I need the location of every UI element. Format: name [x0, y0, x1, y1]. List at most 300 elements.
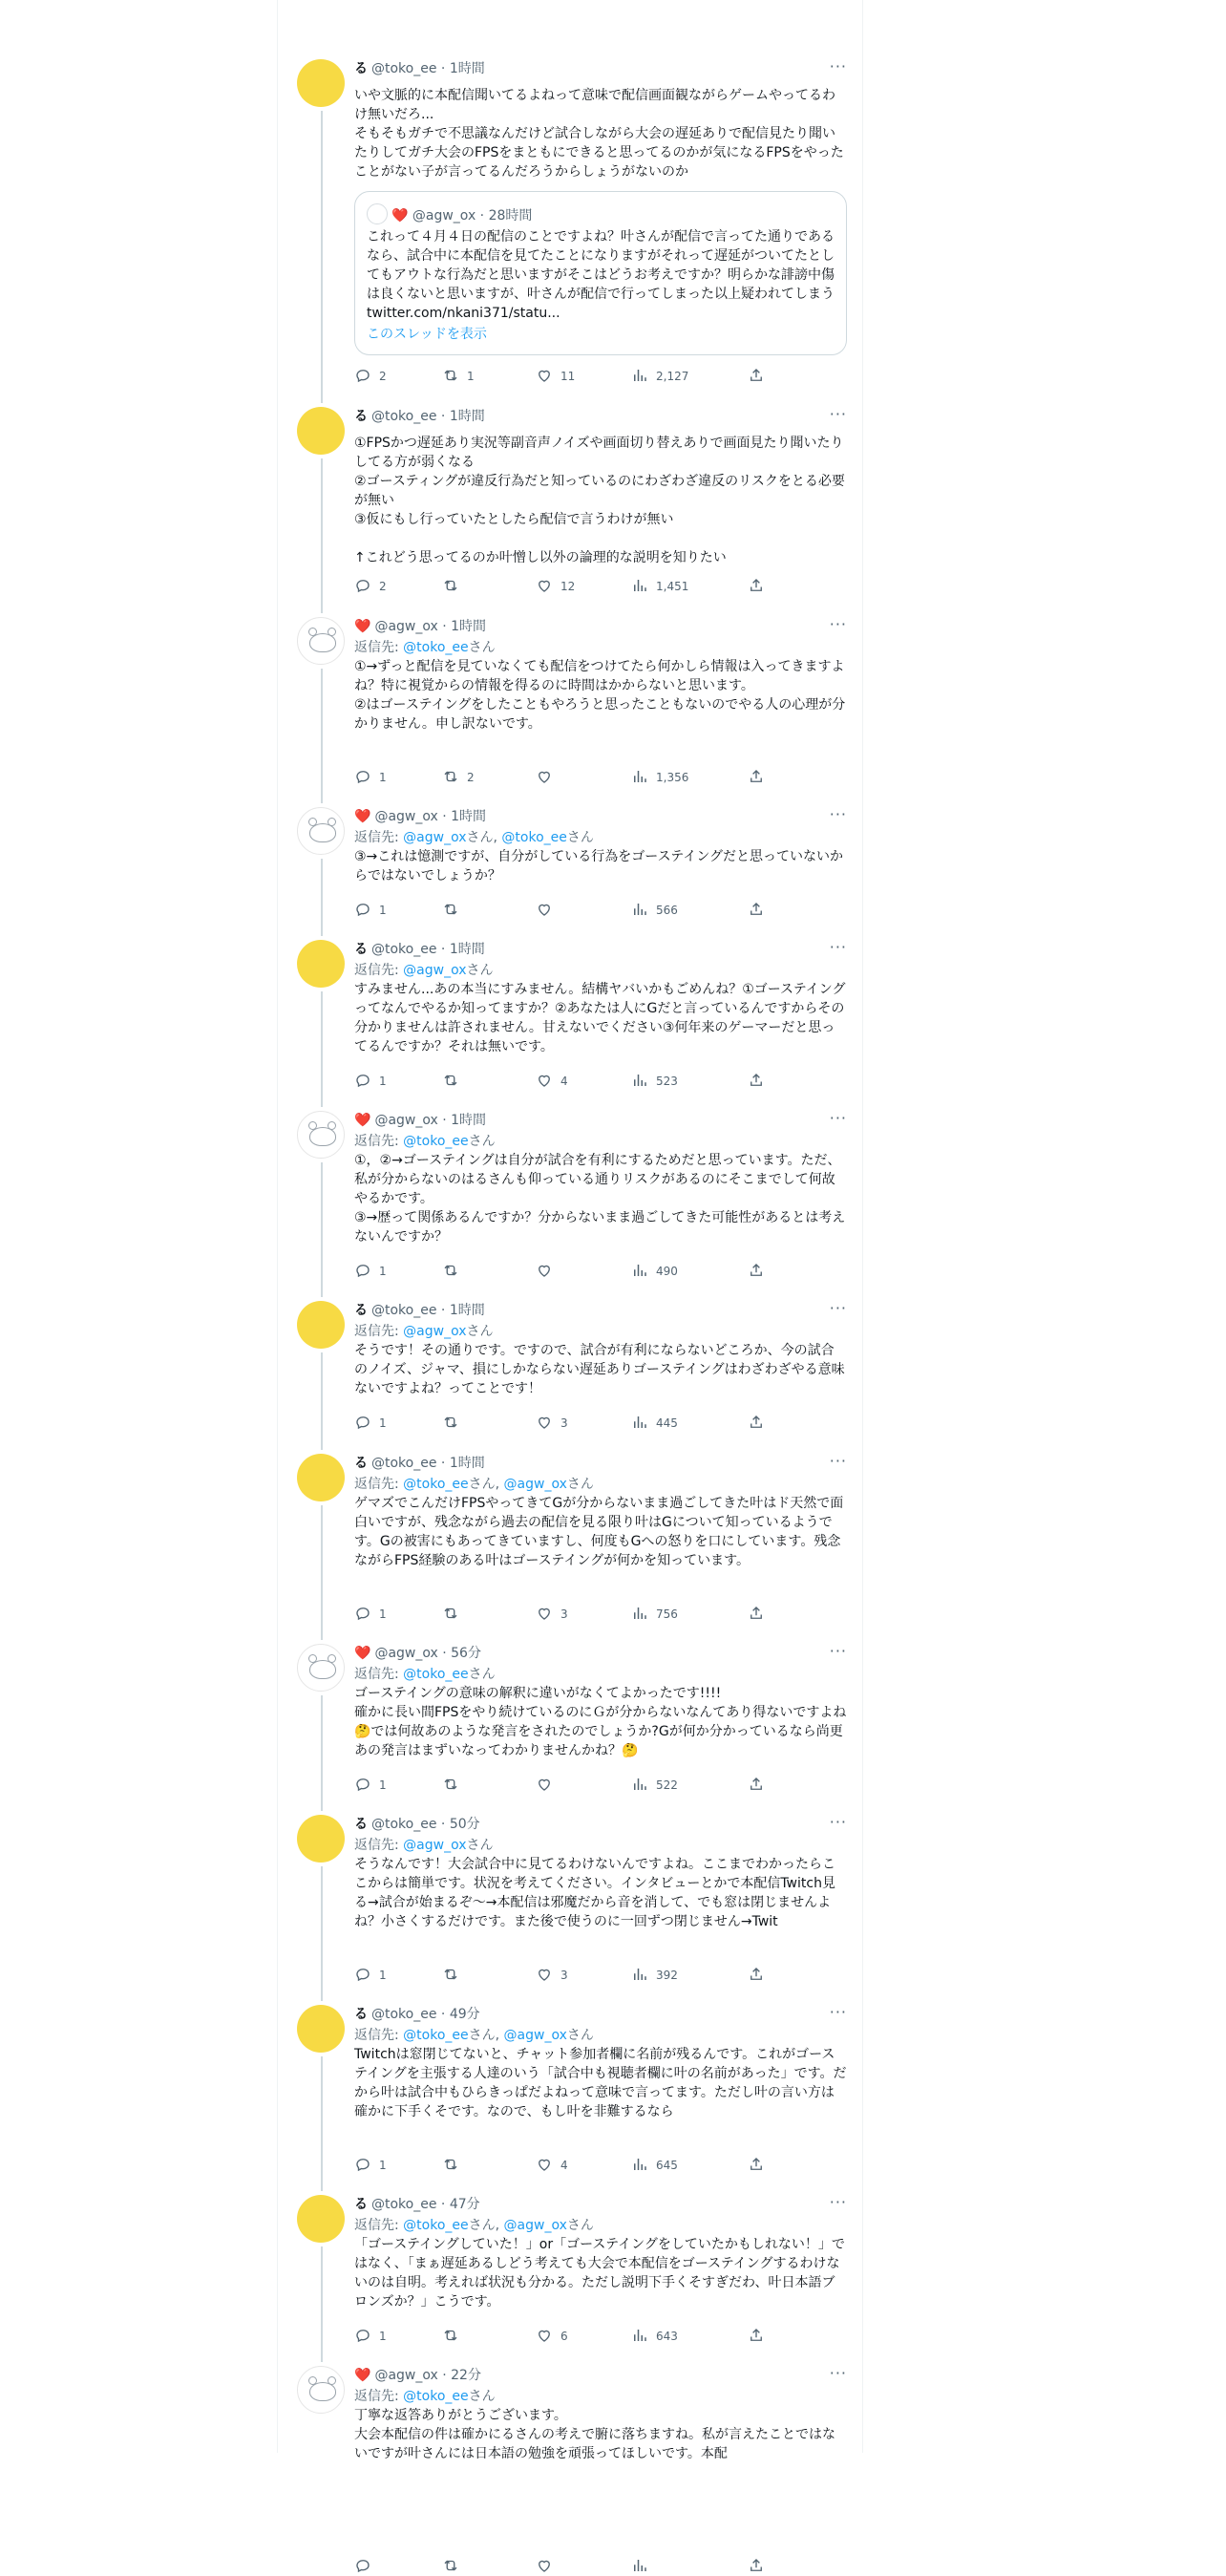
tweet-header — [354, 59, 847, 80]
more-options-icon[interactable]: ··· — [829, 2193, 847, 2211]
share-button[interactable] — [748, 1072, 772, 1091]
like-icon — [536, 1778, 560, 1792]
tweet-header — [354, 1111, 847, 1132]
avatar[interactable] — [297, 1111, 345, 1159]
tweet-body — [354, 57, 847, 383]
views-button[interactable] — [631, 1414, 678, 1433]
views-icon — [631, 1969, 656, 1982]
reply-context — [354, 638, 847, 657]
like-button[interactable] — [536, 2557, 560, 2576]
timeline-column — [277, 0, 863, 2461]
reply-sep: さん, — [468, 1477, 504, 1492]
share-button[interactable] — [748, 1966, 772, 1985]
reply-prefix: 返信先: — [354, 1134, 404, 1149]
reply-mention[interactable]: @toko_ee — [403, 2028, 469, 2043]
views-button[interactable] — [631, 2327, 678, 2346]
retweet-button[interactable] — [442, 768, 475, 787]
retweet-icon — [442, 2330, 467, 2343]
views-button[interactable] — [631, 1776, 678, 1795]
reply-button[interactable] — [354, 901, 387, 920]
reply-suffix: さん — [466, 1324, 494, 1339]
reply-count: 2 — [379, 370, 387, 383]
reply-context — [354, 2026, 847, 2045]
reply-suffix: さん — [468, 1667, 496, 1682]
quote-text: これって４月４日の配信のことですよね？叶さんが配信で言ってた通りであるなら、試合中に本配信を見てたことになりますがそれって遅延がついてたとしてもアウトな行為だと思いますがそこはどうお考えですか？明らかな誹謗中傷は良くないと思いますが、叶さんが配信で行ってしまった以上疑われてしまう twitter.com/nkani371/statu... — [367, 229, 839, 321]
share-icon — [748, 1075, 772, 1088]
retweet-count: 1 — [467, 370, 475, 383]
tweet-body — [354, 405, 847, 593]
thread-connector — [321, 1162, 323, 1297]
separator-dot: · — [436, 1303, 450, 1318]
retweet-button[interactable] — [442, 1966, 467, 1985]
tweet-body — [354, 1299, 847, 1430]
views-count: 643 — [656, 2330, 678, 2343]
user-handle[interactable]: @toko_ee — [371, 409, 437, 424]
views-count: 445 — [656, 1416, 678, 1430]
views-button[interactable] — [631, 768, 688, 787]
quote-timestamp: 28時間 — [488, 208, 533, 224]
views-icon — [631, 1265, 656, 1278]
like-count: 4 — [560, 2159, 568, 2172]
reply-mention[interactable]: @toko_ee — [403, 640, 469, 655]
share-button[interactable] — [748, 1605, 772, 1624]
like-button[interactable] — [536, 768, 560, 787]
reply-suffix: さん — [466, 963, 494, 978]
like-icon — [536, 2330, 560, 2343]
retweet-button[interactable] — [442, 1605, 467, 1624]
reply-count: 1 — [379, 1416, 387, 1430]
user-handle[interactable]: @toko_ee — [371, 61, 437, 76]
share-icon — [748, 1607, 772, 1621]
reply-mention[interactable]: @toko_ee — [403, 2389, 469, 2404]
display-name[interactable]: る — [354, 1817, 368, 1832]
like-count: 4 — [560, 1075, 568, 1088]
reply-button[interactable] — [354, 2557, 379, 2576]
reply-prefix: 返信先: — [354, 1324, 404, 1339]
more-options-icon[interactable]: ··· — [829, 1452, 847, 1470]
tweet-body — [354, 1452, 847, 1621]
retweet-button[interactable] — [442, 1414, 467, 1433]
reply-sep: さん, — [468, 2028, 504, 2043]
views-icon — [631, 1778, 656, 1792]
user-handle[interactable]: @agw_ox — [374, 2368, 438, 2383]
views-button[interactable] — [631, 1262, 678, 1281]
reply-mention[interactable]: @agw_ox — [403, 1838, 467, 1853]
retweet-icon — [442, 2560, 467, 2573]
reply-prefix: 返信先: — [354, 640, 404, 655]
tweet-body — [354, 2366, 847, 2463]
share-icon — [748, 1969, 772, 1982]
tweet-text: そうです！その通りです。ですので、試合が有利にならないどころか、今の試合のノイズ、ジャマ、損にしかならない遅延ありゴーステイングはわざわざやる意味ないですよね？ってことです！ — [354, 1343, 845, 1396]
reply-prefix: 返信先: — [354, 1477, 404, 1492]
action-bar — [354, 577, 765, 596]
share-icon — [748, 1265, 772, 1278]
views-button[interactable] — [631, 577, 688, 596]
action-bar — [354, 2557, 765, 2576]
thread-connector — [321, 1695, 323, 1811]
reply-mention[interactable]: @agw_ox — [503, 2218, 567, 2233]
timestamp[interactable]: 1時間 — [451, 1113, 487, 1128]
thread-connector — [321, 991, 323, 1107]
retweet-icon — [442, 1265, 467, 1278]
avatar[interactable] — [297, 407, 345, 455]
tweet-body — [354, 938, 847, 1088]
timestamp[interactable]: 1時間 — [451, 809, 487, 824]
separator-dot: · — [436, 2197, 450, 2212]
user-handle[interactable]: @toko_ee — [371, 1817, 437, 1832]
user-handle[interactable]: @agw_ox — [374, 809, 438, 824]
share-icon — [748, 370, 772, 383]
tweet-text: 「ゴーステイングしていた！」or「ゴーステイングをしていたかもしれない！」ではなく、「まぁ遅延あるしどう考えても大会で本配信をゴーステイングするわけないのは自明。考えれば状況も分かる。ただし説明下手くそすぎだわ、叶日本語ブロンズか？」こうです。 — [354, 2237, 845, 2310]
timestamp[interactable]: 50分 — [449, 1817, 480, 1832]
views-count: 1,356 — [656, 771, 689, 784]
views-button[interactable] — [631, 2557, 656, 2576]
avatar[interactable] — [297, 2366, 345, 2414]
timestamp[interactable]: 56分 — [451, 1646, 481, 1661]
reply-prefix: 返信先: — [354, 2389, 404, 2404]
reply-button[interactable] — [354, 2327, 387, 2346]
more-options-icon[interactable]: ··· — [829, 2364, 847, 2382]
views-icon — [631, 1607, 656, 1621]
reply-prefix: 返信先: — [354, 830, 404, 845]
views-icon — [631, 2330, 656, 2343]
tweet-header — [354, 1301, 847, 1322]
separator-dot: · — [437, 1113, 452, 1128]
timestamp[interactable]: 1時間 — [451, 619, 487, 634]
quote-handle: @agw_ox — [412, 208, 476, 224]
views-count: 392 — [656, 1969, 678, 1982]
reply-button[interactable] — [354, 1414, 387, 1433]
reply-suffix: さん — [566, 830, 594, 845]
reply-suffix: さん — [468, 2389, 496, 2404]
reply-icon — [354, 1969, 379, 1982]
reply-count: 1 — [379, 771, 387, 784]
share-button[interactable] — [748, 1776, 772, 1795]
reply-icon — [354, 1778, 379, 1792]
separator-dot: · — [476, 208, 489, 224]
separator-dot: · — [436, 942, 450, 957]
reply-prefix: 返信先: — [354, 1838, 404, 1853]
user-handle[interactable]: @agw_ox — [374, 619, 438, 634]
like-button[interactable] — [536, 1605, 568, 1624]
reply-button[interactable] — [354, 1605, 387, 1624]
tweet-body — [354, 2003, 847, 2172]
reply-mention[interactable]: @toko_ee — [501, 830, 567, 845]
reply-context — [354, 1836, 847, 1855]
reply-count: 1 — [379, 1075, 387, 1088]
reply-sep: さん, — [466, 830, 502, 845]
more-options-icon[interactable]: ··· — [829, 57, 847, 75]
reply-mention[interactable]: @toko_ee — [403, 1667, 469, 1682]
avatar[interactable] — [297, 59, 345, 107]
reply-button[interactable] — [354, 1966, 387, 1985]
tweet-text: ①FPSかつ遅延あり実況等副音声ノイズや画面切り替えありで画面見たり聞いたりしてる方が弱くなる ②ゴースティングが違反行為だと知っているのにわざわざ違反のリスクをとる必要が無い ③仮にもし行っていたとしたら配信で言うわけが無い ↑これどう思ってるのか叶憎し以外の論理的な説明を知りたい — [354, 436, 845, 565]
views-button[interactable] — [631, 2156, 678, 2175]
retweet-button[interactable] — [442, 1776, 467, 1795]
views-count: 490 — [656, 1265, 678, 1278]
avatar[interactable] — [297, 2005, 345, 2053]
reply-context — [354, 1665, 847, 1684]
display-name[interactable]: ❤️ — [354, 1113, 371, 1128]
thread-connector — [321, 1352, 323, 1450]
retweet-icon — [442, 2159, 467, 2172]
action-bar — [354, 1605, 765, 1624]
user-handle[interactable]: @agw_ox — [374, 1113, 438, 1128]
like-icon — [536, 771, 560, 784]
display-name[interactable]: ❤️ — [354, 2368, 371, 2383]
like-count: 3 — [560, 1969, 568, 1982]
more-options-icon[interactable]: ··· — [829, 2003, 847, 2021]
separator-dot: · — [437, 619, 452, 634]
views-button[interactable] — [631, 1605, 678, 1624]
like-icon — [536, 2560, 560, 2573]
action-bar — [354, 1776, 765, 1795]
reply-count: 1 — [379, 1969, 387, 1982]
avatar[interactable] — [297, 807, 345, 855]
reply-context — [354, 1132, 847, 1151]
retweet-button[interactable] — [442, 577, 467, 596]
reply-button[interactable] — [354, 367, 387, 386]
retweet-button[interactable] — [442, 367, 475, 386]
separator-dot: · — [437, 2368, 452, 2383]
avatar[interactable] — [297, 1644, 345, 1692]
reply-count: 1 — [379, 1607, 387, 1621]
tweet-body — [354, 1642, 847, 1792]
reply-icon — [354, 771, 379, 784]
user-handle[interactable]: @toko_ee — [371, 1456, 437, 1471]
views-button[interactable] — [631, 1966, 678, 1985]
reply-mention[interactable]: @agw_ox — [503, 1477, 567, 1492]
retweet-icon — [442, 370, 467, 383]
like-icon — [536, 370, 560, 383]
reply-context — [354, 961, 847, 980]
views-count: 756 — [656, 1607, 678, 1621]
display-name[interactable]: ❤️ — [354, 809, 371, 824]
timestamp[interactable]: 49分 — [449, 2007, 480, 2022]
views-count: 523 — [656, 1075, 678, 1088]
tweet-header — [354, 1815, 847, 1836]
views-button[interactable] — [631, 367, 688, 386]
like-icon — [536, 1075, 560, 1088]
display-name[interactable]: る — [354, 409, 368, 424]
thread-connector — [321, 669, 323, 803]
views-count: 566 — [656, 904, 678, 917]
like-button[interactable] — [536, 577, 575, 596]
like-count: 3 — [560, 1607, 568, 1621]
more-options-icon[interactable]: ··· — [829, 1299, 847, 1317]
timestamp[interactable]: 22分 — [451, 2368, 481, 2383]
more-options-icon[interactable]: ··· — [829, 405, 847, 423]
like-button[interactable] — [536, 1072, 568, 1091]
like-button[interactable] — [536, 367, 575, 386]
avatar[interactable] — [297, 617, 345, 665]
display-name[interactable]: る — [354, 2007, 368, 2022]
reply-icon — [354, 1607, 379, 1621]
reply-count: 1 — [379, 1778, 387, 1792]
views-count: 645 — [656, 2159, 678, 2172]
views-button[interactable] — [631, 901, 678, 920]
tweet-body — [354, 2193, 847, 2343]
reply-mention[interactable]: @agw_ox — [403, 963, 467, 978]
like-button[interactable] — [536, 1966, 568, 1985]
timestamp[interactable]: 47分 — [449, 2197, 480, 2212]
share-icon — [748, 2159, 772, 2172]
display-name[interactable]: る — [354, 61, 368, 76]
timestamp[interactable]: 1時間 — [449, 61, 485, 76]
tweet-text: Twitchは窓閉じてないと、チャット参加者欄に名前が残るんです。これがゴーステイングを主張する人達のいう「試合中も視聴者欄に叶の名前があった」です。だから叶は試合中もひらきっぱだよねって意味で言ってます。ただし叶の言い方は確かに下手くそです。なので、もし叶を非難するなら — [354, 2047, 847, 2119]
tweet-header — [354, 407, 847, 428]
action-bar — [354, 1414, 765, 1433]
user-handle[interactable]: @toko_ee — [371, 942, 437, 957]
reply-mention[interactable]: @toko_ee — [403, 1134, 469, 1149]
more-options-icon[interactable]: ··· — [829, 805, 847, 823]
like-button[interactable] — [536, 1414, 568, 1433]
more-options-icon[interactable]: ··· — [829, 615, 847, 633]
share-icon — [748, 580, 772, 593]
user-handle[interactable]: @toko_ee — [371, 2007, 437, 2022]
retweet-button[interactable] — [442, 901, 467, 920]
user-handle[interactable]: @toko_ee — [371, 1303, 437, 1318]
quote-display-name: ❤️ — [391, 208, 409, 224]
reply-mention[interactable]: @toko_ee — [403, 2218, 469, 2233]
display-name[interactable]: ❤️ — [354, 1646, 371, 1661]
like-button[interactable] — [536, 2156, 568, 2175]
share-button[interactable] — [748, 901, 772, 920]
retweet-button[interactable] — [442, 2327, 467, 2346]
thread-connector — [321, 458, 323, 613]
tweet-text: すみません...あの本当にすみません。結構ヤバいかもごめんね？①ゴーステイングってなんでやるか知ってますか？②あなたは人にGだと言っているんですからその分かりませんは許されません。甘えないでください③何年来のゲーマーだと思ってるんですか？それは無いです。 — [354, 982, 846, 1054]
display-name[interactable]: る — [354, 2197, 368, 2212]
reply-button[interactable] — [354, 1262, 387, 1281]
display-name[interactable]: る — [354, 942, 368, 957]
reply-prefix: 返信先: — [354, 2028, 404, 2043]
views-icon — [631, 2159, 656, 2172]
views-button[interactable] — [631, 1072, 678, 1091]
retweet-button[interactable] — [442, 2156, 467, 2175]
tweet-header — [354, 940, 847, 961]
reply-mention[interactable]: @toko_ee — [403, 1477, 469, 1492]
tweet-header — [354, 2005, 847, 2026]
avatar-face — [309, 823, 336, 842]
reply-icon — [354, 370, 379, 383]
avatar[interactable] — [297, 1454, 345, 1501]
share-button[interactable] — [748, 1414, 772, 1433]
action-bar — [354, 901, 765, 920]
avatar[interactable] — [297, 1815, 345, 1863]
action-bar — [354, 768, 765, 787]
avatar[interactable] — [297, 940, 345, 988]
separator-dot: · — [436, 2007, 450, 2022]
reply-icon — [354, 2560, 379, 2573]
timestamp[interactable]: 1時間 — [449, 1303, 485, 1318]
separator-dot: · — [436, 61, 450, 76]
retweet-icon — [442, 1607, 467, 1621]
tweet-body — [354, 615, 847, 784]
reply-suffix: さん — [466, 1838, 494, 1853]
reply-button[interactable] — [354, 768, 387, 787]
share-button[interactable] — [748, 1262, 772, 1281]
more-options-icon[interactable]: ··· — [829, 1813, 847, 1831]
retweet-icon — [442, 1778, 467, 1792]
share-button[interactable] — [748, 768, 772, 787]
reply-context — [354, 1475, 847, 1494]
like-button[interactable] — [536, 901, 560, 920]
tweet-header — [354, 1454, 847, 1475]
like-icon — [536, 1265, 560, 1278]
display-name[interactable]: ❤️ — [354, 619, 371, 634]
avatar[interactable] — [297, 2195, 345, 2243]
tweet-body — [354, 1109, 847, 1278]
retweet-button[interactable] — [442, 2557, 467, 2576]
more-options-icon[interactable]: ··· — [829, 938, 847, 956]
views-icon — [631, 580, 656, 593]
timestamp[interactable]: 1時間 — [449, 1456, 485, 1471]
share-button[interactable] — [748, 2557, 772, 2576]
retweet-button[interactable] — [442, 1072, 467, 1091]
reply-mention[interactable]: @agw_ox — [403, 1324, 467, 1339]
quote-tweet[interactable] — [354, 191, 847, 355]
share-icon — [748, 1778, 772, 1792]
reply-count: 2 — [379, 580, 387, 593]
reply-button[interactable] — [354, 2156, 387, 2175]
like-button[interactable] — [536, 1776, 560, 1795]
tweet-text: ①，②→ゴーステイングは自分が試合を有利にするためだと思っています。ただ、私が分からないのはるさんも仰っている通りリスクがあるのにそこまでして何故やるかです。 ③→歴って関係あるんですか？分からないまま過ごしてきた可能性があるとは考えないんですか？ — [354, 1153, 846, 1245]
avatar[interactable] — [297, 1301, 345, 1349]
views-icon — [631, 771, 656, 784]
thread-connector — [321, 1505, 323, 1640]
reply-button[interactable] — [354, 1072, 387, 1091]
display-name[interactable]: る — [354, 1456, 368, 1471]
reply-button[interactable] — [354, 577, 387, 596]
separator-dot: · — [437, 1646, 452, 1661]
tweet-text: ゴーステイングの意味の解釈に違いがなくてよかったです!!!! 確かに長い間FPSをやり続けているのにＧが分からないなんてあり得ないですよね🤔では何故あのような発言をされたのでしょうか?Gが何か分かっているなら尚更あの発言はまずいなってわかりませんかね？🤔 — [354, 1686, 847, 1758]
show-thread-link[interactable]: このスレッドを表示 — [367, 327, 487, 342]
views-count: 1,451 — [656, 580, 689, 593]
retweet-icon — [442, 1075, 467, 1088]
user-handle[interactable]: @toko_ee — [371, 2197, 437, 2212]
reply-suffix: さん — [468, 640, 496, 655]
share-button[interactable] — [748, 2156, 772, 2175]
like-button[interactable] — [536, 1262, 560, 1281]
share-button[interactable] — [748, 367, 772, 386]
reply-suffix: さん — [566, 2028, 594, 2043]
reply-suffix: さん — [566, 1477, 594, 1492]
share-button[interactable] — [748, 577, 772, 596]
action-bar — [354, 1262, 765, 1281]
more-options-icon[interactable]: ··· — [829, 1109, 847, 1127]
share-icon — [748, 771, 772, 784]
reply-button[interactable] — [354, 1776, 387, 1795]
reply-suffix: さん — [468, 1134, 496, 1149]
reply-icon — [354, 2330, 379, 2343]
timestamp[interactable]: 1時間 — [449, 942, 485, 957]
timestamp[interactable]: 1時間 — [449, 409, 485, 424]
avatar-face — [309, 1660, 336, 1679]
reply-mention[interactable]: @agw_ox — [503, 2028, 567, 2043]
like-button[interactable] — [536, 2327, 568, 2346]
share-button[interactable] — [748, 2327, 772, 2346]
more-options-icon[interactable]: ··· — [829, 1642, 847, 1660]
reply-icon — [354, 580, 379, 593]
reply-mention[interactable]: @agw_ox — [403, 830, 467, 845]
display-name[interactable]: る — [354, 1303, 368, 1318]
retweet-button[interactable] — [442, 1262, 467, 1281]
views-icon — [631, 1416, 656, 1430]
user-handle[interactable]: @agw_ox — [374, 1646, 438, 1661]
like-icon — [536, 2159, 560, 2172]
reply-icon — [354, 2159, 379, 2172]
share-icon — [748, 2330, 772, 2343]
